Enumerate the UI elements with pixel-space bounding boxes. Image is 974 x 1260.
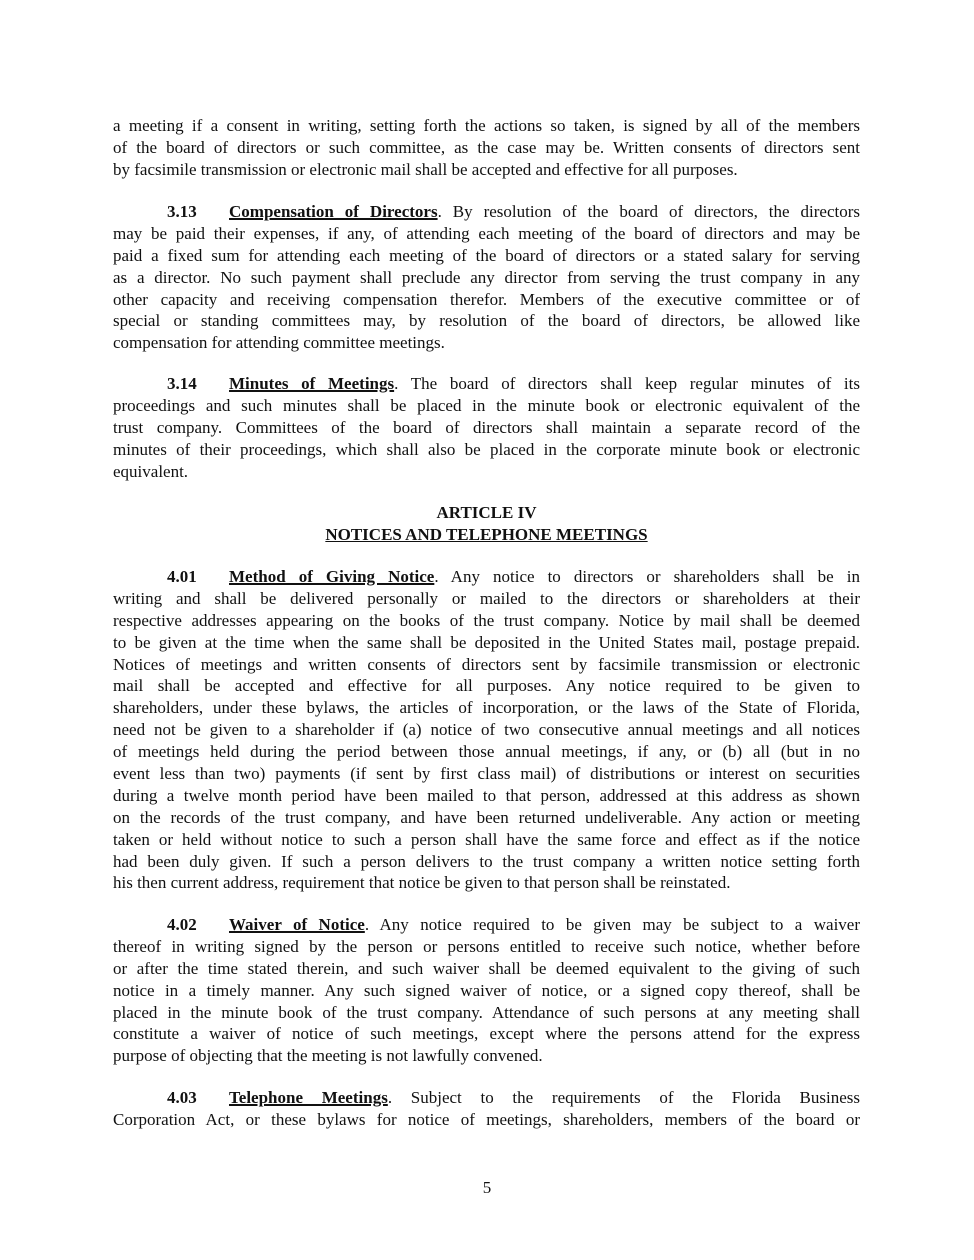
text-line: trust company. Committees of the board of directors shall maintain a separate record of the <box>113 417 860 437</box>
text-line: writing and shall be delivered personally or mailed to the directors or shareholders at their <box>113 588 860 608</box>
text-line: thereof in writing signed by the person or persons entitled to receive such notice, whether before <box>113 936 860 956</box>
section-title: Compensation of Directors <box>229 202 438 221</box>
text-line: need not be given to a shareholder if (a) notice of two consecutive annual meetings and all notices <box>113 720 860 740</box>
article-title: ARTICLE IV <box>436 503 537 522</box>
article-subtitle: NOTICES AND TELEPHONE MEETINGS <box>325 524 648 544</box>
text-line: . Subject to the requirements of the Florida Business <box>387 1088 860 1107</box>
text-line: respective addresses appearing on the books of the trust company. Notice by mail shall be deemed <box>113 610 860 630</box>
section-number: 3.14 <box>167 374 197 393</box>
text-line: mail shall be accepted and effective for all purposes. Any notice required to be given to <box>113 676 860 696</box>
section-3-13 <box>113 201 860 354</box>
section-title: Method of Giving Notice <box>229 567 435 586</box>
text-line: a meeting if a consent in writing, setting forth the actions so taken, is signed by all of the members <box>113 116 860 135</box>
text-line: event less than two) payments (if sent by first class mail) of distributions or interest on securities <box>113 764 860 784</box>
section-4-02 <box>113 914 860 1067</box>
section-number: 4.03 <box>167 1088 197 1107</box>
text-line: notice in a timely manner. Any such signed waiver of notice, or a signed copy thereof, shall be <box>113 980 860 1000</box>
text-line: paid a fixed sum for attending each meeting of the board of directors or a stated salary for serving <box>113 245 860 265</box>
text-line: . Any notice required to be given may be subject to a waiver <box>364 915 860 934</box>
text-line: or after the time stated therein, and such waiver shall be deemed equivalent to the giving of such <box>113 958 860 978</box>
text-line: had been duly given. If such a person delivers to the trust company a written notice setting forth <box>113 851 860 871</box>
section-number: 3.13 <box>167 202 197 221</box>
text-line: shareholders, under these bylaws, the articles of incorporation, or the laws of the State of Florida, <box>113 698 860 718</box>
text-line: other capacity and receiving compensation therefor. Members of the executive committee or of <box>113 289 860 309</box>
text-line: . The board of directors shall keep regular minutes of its <box>394 374 860 393</box>
article-heading <box>113 502 860 546</box>
text-line: Corporation Act, or these bylaws for notice of meetings, shareholders, members of the board or <box>113 1109 860 1129</box>
section-4-01 <box>113 566 860 894</box>
text-line: of the board of directors or such committee, as the case may be. Written consents of directors sent <box>113 137 860 157</box>
text-line: . By resolution of the board of directors, the directors <box>437 202 860 221</box>
text-line: by facsimile transmission or electronic mail shall be accepted and effective for all purposes. <box>113 159 738 179</box>
text-line: placed in the minute book of the trust company. Attendance of such persons at any meeting shall <box>113 1002 860 1022</box>
section-number: 4.02 <box>167 915 197 934</box>
text-line: proceedings and such minutes shall be placed in the minute book or electronic equivalent of the <box>113 395 860 415</box>
text-line: as a director. No such payment shall preclude any director from serving the trust company in any <box>113 267 860 287</box>
intro-paragraph <box>113 115 860 181</box>
section-3-14 <box>113 373 860 482</box>
section-title: Telephone Meetings <box>229 1088 388 1107</box>
text-line: equivalent. <box>113 461 189 481</box>
text-line: may be paid their expenses, if any, of attending each meeting of the board of directors and may be <box>113 223 860 243</box>
text-line: constitute a waiver of notice of such meetings, except where the persons attend for the express <box>113 1024 860 1044</box>
text-line: purpose of objecting that the meeting is not lawfully convened. <box>113 1046 543 1066</box>
text-line: special or standing committees may, by resolution of the board of directors, be allowed like <box>113 311 860 331</box>
section-title: Minutes of Meetings <box>229 374 395 393</box>
page-number: 5 <box>482 1178 492 1197</box>
text-line: Notices of meetings and written consents of directors sent by facsimile transmission or electronic <box>113 654 860 674</box>
text-line: compensation for attending committee meetings. <box>113 333 445 353</box>
text-line: taken or held without notice to such a person shall have the same force and effect as if the notice <box>113 829 860 849</box>
text-line: of meetings held during the period between those annual meetings, if any, or (b) all (but in no <box>113 742 860 762</box>
text-line: minutes of their proceedings, which shall also be placed in the corporate minute book or electronic <box>113 439 860 459</box>
text-line: . Any notice to directors or shareholders shall be in <box>434 567 860 586</box>
text-line: on the records of the trust company, and have been returned undeliverable. Any action or meeting <box>113 807 860 827</box>
section-4-03 <box>113 1087 860 1131</box>
text-line: during a twelve month period have been mailed to that person, addressed at this address as shown <box>113 785 860 805</box>
section-title: Waiver of Notice <box>229 915 365 934</box>
text-line: his then current address, requirement that notice be given to that person shall be reinstated. <box>113 873 731 893</box>
section-number: 4.01 <box>167 567 197 586</box>
text-line: to be given at the time when the same shall be deposited in the United States mail, postage prepaid. <box>113 632 860 652</box>
